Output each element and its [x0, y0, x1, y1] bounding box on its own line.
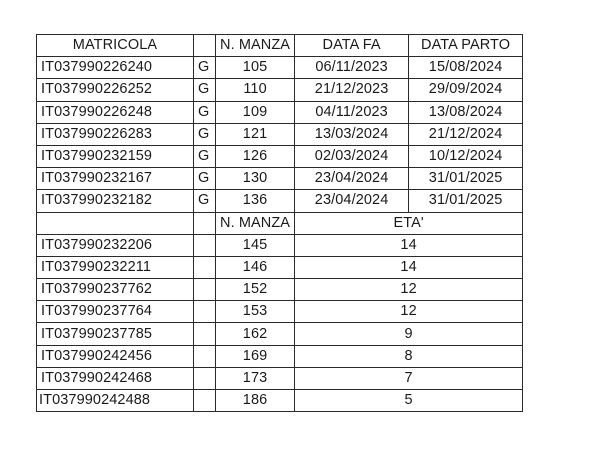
table-row: [37, 101, 523, 123]
eta-cell: 8: [295, 345, 523, 367]
table-row: [37, 345, 523, 367]
header-data-parto: DATA PARTO: [409, 35, 523, 57]
matricola-cell: IT037990242456: [37, 345, 194, 367]
eta-cell: 9: [295, 323, 523, 345]
blank-cell: [194, 390, 216, 412]
header-row-eta: [37, 212, 523, 234]
matricola-cell: IT037990226252: [37, 79, 194, 101]
cattle-register-table: [36, 34, 523, 412]
matricola-cell: IT037990232182: [37, 190, 194, 212]
data-parto-cell: 31/01/2025: [409, 190, 523, 212]
blank-cell: [194, 367, 216, 389]
data-parto-cell: 15/08/2024: [409, 57, 523, 79]
table-row: [37, 390, 523, 412]
data-parto-cell: 21/12/2024: [409, 123, 523, 145]
eta-cell: 12: [295, 301, 523, 323]
matricola-cell: IT037990237764: [37, 301, 194, 323]
table-row: [37, 301, 523, 323]
data-fa-cell: 06/11/2023: [295, 57, 409, 79]
header-data-fa: DATA FA: [295, 35, 409, 57]
header-eta: ETA': [295, 212, 523, 234]
data-parto-cell: 10/12/2024: [409, 145, 523, 167]
n-manza-cell: 136: [216, 190, 295, 212]
table-row: [37, 279, 523, 301]
blank-cell: [194, 234, 216, 256]
data-fa-cell: 04/11/2023: [295, 101, 409, 123]
eta-cell: 14: [295, 234, 523, 256]
blank-cell: [194, 212, 216, 234]
table-row: [37, 190, 523, 212]
table-row: [37, 168, 523, 190]
blank-cell: [194, 279, 216, 301]
matricola-cell: IT037990226283: [37, 123, 194, 145]
eta-cell: 12: [295, 279, 523, 301]
data-fa-cell: 21/12/2023: [295, 79, 409, 101]
data-fa-cell: 23/04/2024: [295, 190, 409, 212]
header-matricola: MATRICOLA: [37, 35, 194, 57]
g-cell: G: [194, 190, 216, 212]
n-manza-cell: 146: [216, 256, 295, 278]
g-cell: G: [194, 145, 216, 167]
n-manza-cell: 110: [216, 79, 295, 101]
n-manza-cell: 186: [216, 390, 295, 412]
header-n-manza-2: N. MANZA: [216, 212, 295, 234]
blank-cell: [194, 323, 216, 345]
blank-cell: [37, 212, 194, 234]
data-parto-cell: 13/08/2024: [409, 101, 523, 123]
matricola-cell: IT037990242468: [37, 367, 194, 389]
header-row: [37, 35, 523, 57]
g-cell: G: [194, 168, 216, 190]
n-manza-cell: 145: [216, 234, 295, 256]
table-row: [37, 234, 523, 256]
data-fa-cell: 23/04/2024: [295, 168, 409, 190]
header-g: [194, 35, 216, 57]
blank-cell: [194, 345, 216, 367]
data-parto-cell: 29/09/2024: [409, 79, 523, 101]
n-manza-cell: 162: [216, 323, 295, 345]
table-row: [37, 145, 523, 167]
table-body: [37, 35, 523, 412]
table-row: [37, 323, 523, 345]
n-manza-cell: 169: [216, 345, 295, 367]
matricola-cell: IT037990232211: [37, 256, 194, 278]
table-row: [37, 367, 523, 389]
g-cell: G: [194, 101, 216, 123]
table-row: [37, 256, 523, 278]
matricola-cell: IT037990226248: [37, 101, 194, 123]
data-fa-cell: 13/03/2024: [295, 123, 409, 145]
n-manza-cell: 153: [216, 301, 295, 323]
g-cell: G: [194, 123, 216, 145]
n-manza-cell: 109: [216, 101, 295, 123]
eta-cell: 5: [295, 390, 523, 412]
matricola-cell: IT037990242488: [37, 390, 194, 412]
n-manza-cell: 130: [216, 168, 295, 190]
table-row: [37, 57, 523, 79]
n-manza-cell: 121: [216, 123, 295, 145]
g-cell: G: [194, 57, 216, 79]
matricola-cell: IT037990226240: [37, 57, 194, 79]
blank-cell: [194, 301, 216, 323]
n-manza-cell: 126: [216, 145, 295, 167]
matricola-cell: IT037990232206: [37, 234, 194, 256]
matricola-cell: IT037990237785: [37, 323, 194, 345]
eta-cell: 7: [295, 367, 523, 389]
matricola-cell: IT037990237762: [37, 279, 194, 301]
n-manza-cell: 173: [216, 367, 295, 389]
eta-cell: 14: [295, 256, 523, 278]
g-cell: G: [194, 79, 216, 101]
blank-cell: [194, 256, 216, 278]
n-manza-cell: 152: [216, 279, 295, 301]
table-row: [37, 123, 523, 145]
header-n-manza: N. MANZA: [216, 35, 295, 57]
n-manza-cell: 105: [216, 57, 295, 79]
matricola-cell: IT037990232159: [37, 145, 194, 167]
data-fa-cell: 02/03/2024: [295, 145, 409, 167]
matricola-cell: IT037990232167: [37, 168, 194, 190]
data-parto-cell: 31/01/2025: [409, 168, 523, 190]
table-row: [37, 79, 523, 101]
